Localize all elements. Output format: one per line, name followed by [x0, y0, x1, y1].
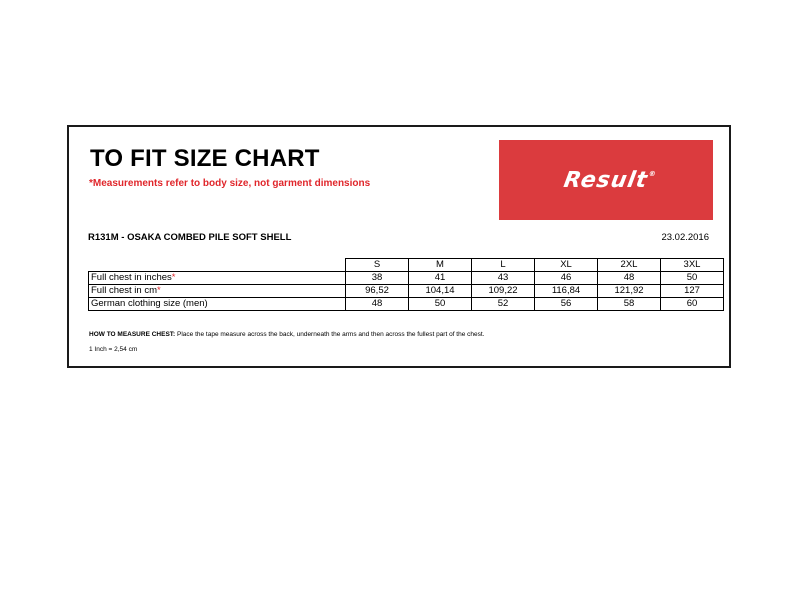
table-row: [89, 272, 724, 285]
page-title: TO FIT SIZE CHART: [90, 145, 320, 172]
how-to-label: HOW TO MEASURE CHEST:: [89, 331, 176, 338]
brand-logo-text: Result ®: [561, 167, 658, 193]
how-to-text: Place the tape measure across the back, underneath the arms and then across the fullest part of the chest.: [175, 331, 485, 338]
measurement-note: *Measurements refer to body size, not garment dimensions: [89, 178, 371, 189]
row-label: Full chest in inches*: [89, 272, 346, 285]
table-cell: 104,14: [409, 285, 472, 298]
table-cell: 38: [346, 272, 409, 285]
table-cell: 48: [346, 298, 409, 311]
brand-logo: [499, 140, 713, 220]
size-header-row: [89, 259, 724, 272]
asterisk-marker: *: [157, 285, 161, 296]
table-cell: 56: [535, 298, 598, 311]
table-cell: 116,84: [535, 285, 598, 298]
size-header: M: [409, 259, 472, 272]
size-table: [88, 258, 724, 311]
table-cell: 127: [661, 285, 724, 298]
table-cell: 50: [409, 298, 472, 311]
table-cell: 60: [661, 298, 724, 311]
table-cell: 52: [472, 298, 535, 311]
table-cell: 109,22: [472, 285, 535, 298]
asterisk-marker: *: [171, 272, 176, 283]
table-cell: 41: [409, 272, 472, 285]
table-cell: 50: [661, 272, 724, 285]
table-cell: 48: [598, 272, 661, 285]
table-row: [89, 285, 724, 298]
table-cell: 58: [598, 298, 661, 311]
table-cell: 43: [472, 272, 535, 285]
row-label: Full chest in cm*: [89, 285, 346, 298]
table-cell: 96,52: [346, 285, 409, 298]
size-header: 2XL: [598, 259, 661, 272]
registered-mark: ®: [648, 169, 658, 178]
chart-date: 23.02.2016: [661, 232, 709, 243]
table-cell: 46: [535, 272, 598, 285]
unit-conversion: 1 Inch = 2,54 cm: [89, 346, 138, 353]
table-corner: [89, 259, 346, 272]
row-label: German clothing size (men): [89, 298, 346, 311]
table-cell: 121,92: [598, 285, 661, 298]
size-header: 3XL: [661, 259, 724, 272]
size-header: S: [346, 259, 409, 272]
size-header: L: [472, 259, 535, 272]
size-header: XL: [535, 259, 598, 272]
product-name: R131M - OSAKA COMBED PILE SOFT SHELL: [88, 232, 292, 243]
how-to-measure: [89, 331, 485, 338]
size-chart-card: [67, 125, 731, 368]
table-row: [89, 298, 724, 311]
